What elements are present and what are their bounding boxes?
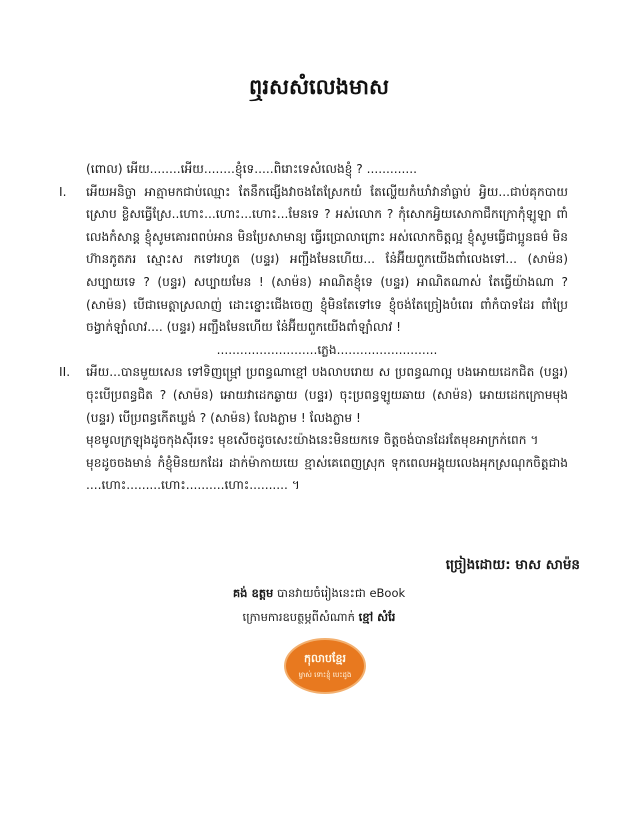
- logo-subtitle: ម្ចាស់ ទោះខ្ញុំ បេះដូង: [298, 671, 352, 679]
- ebook-credit-text: បានវាយចំរៀងនេះជា eBook: [273, 586, 406, 600]
- song-title: ឮរសសំលេងមាស: [249, 75, 389, 99]
- section-text: អើយអនិច្ចា អាត្មាមកជាប់ឈ្មោះ តែនឹកផ្សើងវាចងតែស្រែកយំ តែល្ហើយកំឃាំវានាំធ្លាប់ អ្វិយ...ជាប់គុកបាយស្រោប ខ្លិសធ្វើស្រែ..ហោះ...ហោះ...ហោះ...មែនទេ ? អស់លោក ? កុំសោកអ្វិយសោកាជឹកក្រោកុំឡូឡា ពាំលេងកំសាន្ត ខ្ញុំសូមគោរពពប់អាន មិនប្រែសាមាន្យ ធ្វើរប្រោលាព្រោះ អស់លោកចិត្តល្អ ខ្ញុំសូមធ្វើជាប្អូនធម៌ មិនហ៊ានភូតភរ ស្មោះស កទៅរហូត (បន្ទរ) អញ្ជឹងមែនហើយ... នែ៎អ៊ីយពួកយើងពាំលេងទៅ... (សាម៉ន) សប្បាយទេ ? (បន្ទរ) សប្បាយមែន ! (សាម៉ន) អាណិតខ្ញុំទេ (បន្ទរ) អាណិតណាស់ តែធ្វើយ៉ាងណា ? (សាម៉ន) បើជាមេត្តាស្រលាញ់ ដោះខ្នោះជើងចេញ ខ្ញុំមិនតែទៅទេ ខ្ញុំចង់តែច្រៀងបំពេរ ពាំកំបាទដែរ ពាំប្រែចង្វាក់ឡាំលាវ.... (បន្ទរ) អញ្ជឹងមែនហើយ នែ៎អ៊ីយពួកយើងពាំឡាំលាវ !: [86, 184, 568, 335]
- section-subtext: មុខមូលក្រឡុងដូចកុងស៊ីរទេះ មុខសើចដូចសេះយ៉ាងនេះមិនយកទេ ចិត្តចង់បានដែរតែមុខអាក្រក់ពេក ។: [86, 433, 539, 448]
- logo: [284, 638, 366, 694]
- section-1: [59, 181, 568, 339]
- section-text: អើយ...បានមួយសេន ទៅទិញម្រ្មៅ ប្រពន្ធណាខ្មៅ បងលាបរោយ ស ប្រពន្ធណាល្អ បងអោយដេកជិត (បន្ទរ) ចុះបើប្រពន្ធជិត ? (សាម៉ន) អោយវាដេកឆ្ងាយ (បន្ទរ) ចុះប្រពន្ធឡូយឆាយ (សាម៉ន) អោយដេកក្រោមមុង (បន្ទរ) បើប្រពន្ធកើតឃ្លង់ ? (សាម៉ន) លែងភ្លាម ! លែងភ្លាម !: [86, 365, 568, 425]
- section-subtext: មុខដូចចងមាន់ កំខ្ញុំមិនយកដែរ ដាក់ម៉ាកាយយេ ខ្មាស់គេពេញស្រុក ទុកពេលអង្គុយលេងអុកស្រណុកចិត្តជាង ....ហោះ.........ហោះ..........ហោះ.......... ។: [86, 455, 568, 493]
- music-separator: ..........................ភ្លេង..........................: [216, 342, 438, 357]
- logo-title: កុលាបខ្មែរ: [304, 652, 346, 665]
- sponsor-credit: [0, 610, 638, 627]
- typist-name: គង់ ឧត្តម: [232, 586, 274, 600]
- ebook-credit: [0, 586, 638, 603]
- section-2: [59, 361, 568, 497]
- section-number: I.: [59, 184, 67, 199]
- intro-line: (ពោល) អើយ........អើយ........ខ្ញុំទេ.....ពិរោះទេសំលេងខ្ញុំ ? .............: [86, 162, 418, 176]
- lyrics-body: [59, 158, 568, 497]
- section-number: II.: [59, 365, 71, 380]
- sponsor-credit-text: ក្រោមការឧបត្ថម្ភពីសំណាក់: [242, 610, 359, 624]
- sponsor-name: ខ្មៅ សំរែ: [358, 610, 396, 624]
- author-credit: ច្រៀងដោយ: មាស សាម៉ន: [445, 557, 580, 573]
